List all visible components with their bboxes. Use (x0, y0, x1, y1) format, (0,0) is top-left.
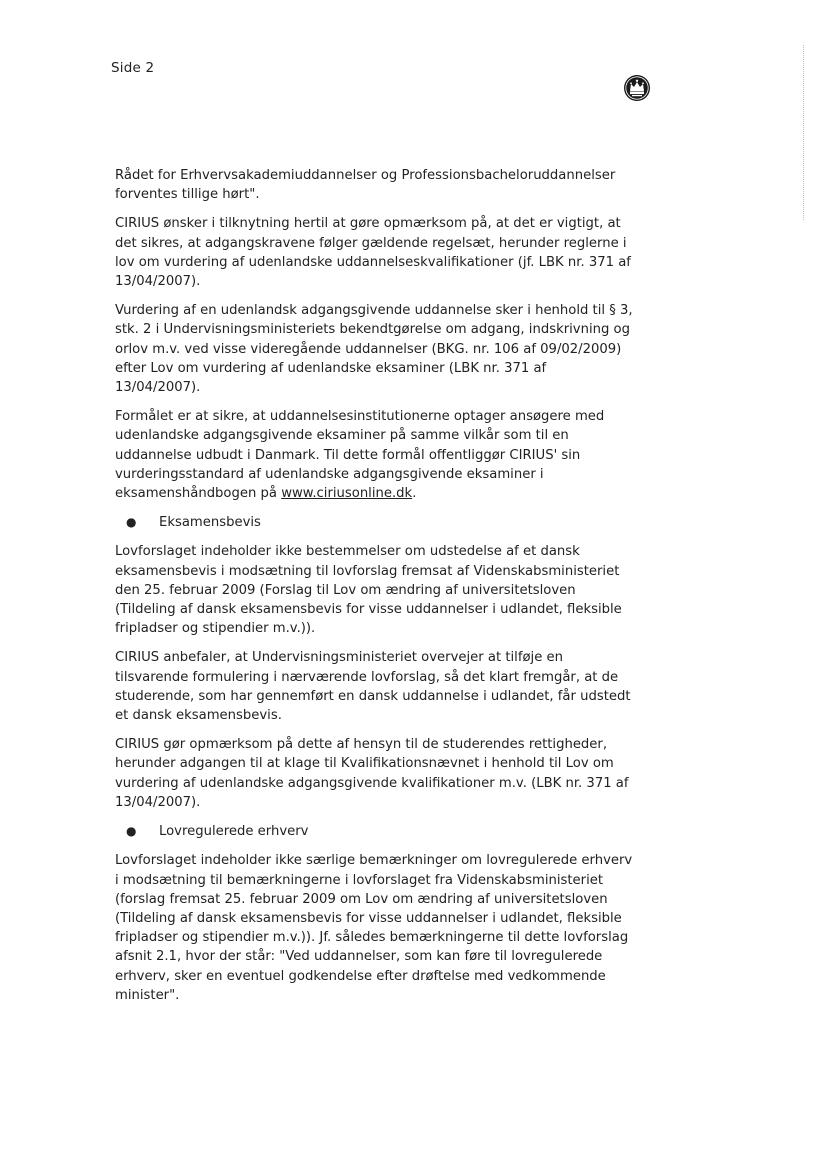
paragraph-4 (115, 407, 635, 503)
bullet-label: Eksamensbevis (159, 515, 261, 531)
paragraph-4-text: Formålet er at sikre, at uddannelsesinstitutionerne optager ansøgere med udenlandske adgangsgivende eksaminer på samme vilkår som til en uddannelse udbudt i Danmark. Til dette formål offentliggør CIRIUS' sin vurderingsstandard af udenlandske adgangsgivende eksaminer i eksamenshåndbogen på (115, 409, 605, 502)
paragraph-8: Lovforslaget indeholder ikke særlige bemærkninger om lovregulerede erhverv i modsætning til bemærkningerne i lovforslaget fra Videnskabsministeriet (forslag fremsat 25. februar 2009 om Lov om ændring af universitetsloven (Tildeling af dansk eksamensbevis for visse uddannelser i udlandet, fleksible fripladser og stipendier m.v.)). Jf. således bemærkningerne til dette lovforslag afsnit 2.1, hvor der står: "Ved uddannelser, som kan føre til lovregulerede erhverv, sker en eventuel godkendelse efter drøftelse med vedkommende minister". (115, 853, 633, 1003)
paragraph-7: CIRIUS gør opmærksom på dette af hensyn til de studerendes rettigheder, herunder adgangen til at klage til Kvalifikationsnævnet i henhold til Lov om vurdering af udenlandske adgangsgivende kvalifikationer m.v. (LBK nr. 371 af 13/04/2007). (115, 737, 629, 810)
paragraph-4-end: . (412, 486, 417, 502)
cirius-website-link[interactable]: www.ciriusonline.dk (281, 486, 413, 502)
royal-crown-crest-icon (623, 74, 651, 102)
bullet-dot-icon: ● (126, 515, 137, 530)
page-number: Side 2 (111, 60, 155, 76)
letter-body (115, 166, 635, 1015)
bullet-label: Lovregulerede erhverv (159, 824, 309, 840)
paragraph-1: Rådet for Erhvervsakademiuddannelser og Professionsbacheloruddannelser forventes tillige hørt". (115, 168, 616, 203)
paragraph-3: Vurdering af en udenlandsk adgangsgivende uddannelse sker i henhold til § 3, stk. 2 i Undervisningsministeriets bekendtgørelse om adgang, indskrivning og orlov m.v. ved visse videregående uddannelser (BKG. nr. 106 af 09/02/2009) efter Lov om vurdering af udenlandske eksaminer (LBK nr. 371 af 13/04/2007). (115, 303, 633, 396)
paragraph-5: Lovforslaget indeholder ikke bestemmelser om udstedelse af et dansk eksamensbevis i modsætning til lovforslag fremsat af Videnskabsministeriet den 25. februar 2009 (Forslag til Lov om ændring af universitetsloven (Tildeling af dansk eksamensbevis for visse uddannelser i udlandet, fleksible fripladser og stipendier m.v.)). (115, 544, 622, 637)
paragraph-2: CIRIUS ønsker i tilknytning hertil at gøre opmærksom på, at det er vigtigt, at det sikres, at adgangskravene følger gældende regelsæt, herunder reglerne i lov om vurdering af udenlandske uddannelseskvalifikationer (jf. LBK nr. 371 af 13/04/2007). (115, 216, 631, 290)
bullet-eksamensbevis (115, 513, 635, 532)
scan-edge-artifact (803, 45, 805, 220)
bullet-dot-icon: ● (126, 824, 137, 839)
paragraph-6: CIRIUS anbefaler, at Undervisningsministeriet overvejer at tilføje en tilsvarende formulering i nærværende lovforslag, så det klart fremgår, at de studerende, som har gennemført en dansk uddannelse i udlandet, får udstedt et dansk eksamensbevis. (115, 650, 631, 724)
bullet-lovregulerede-erhverv (115, 822, 635, 841)
